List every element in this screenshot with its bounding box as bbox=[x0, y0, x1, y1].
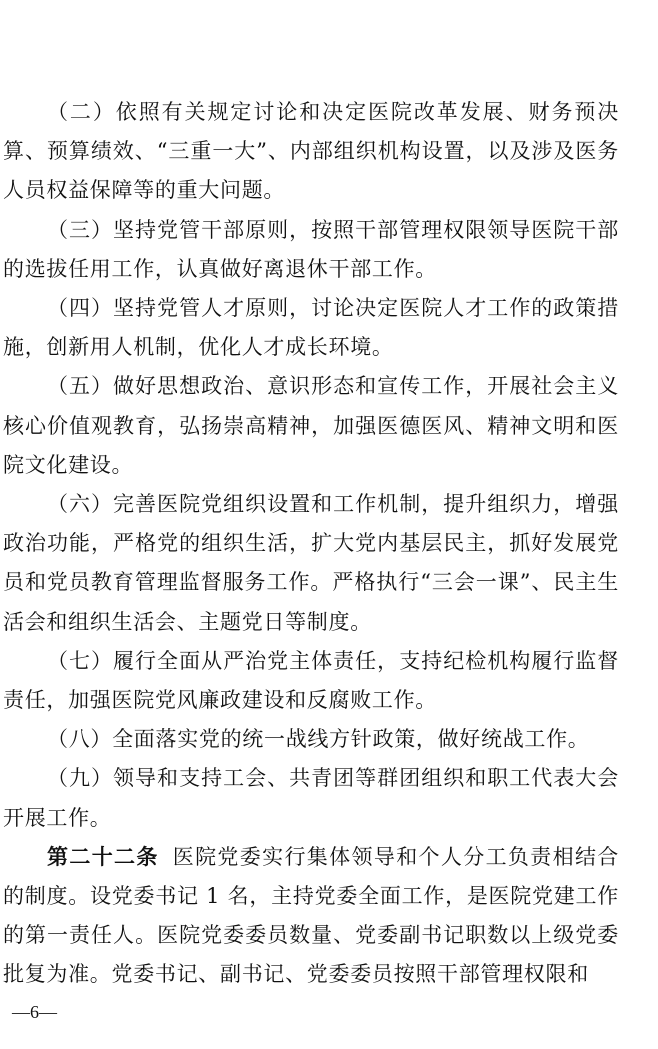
paragraph-item-2: （二）依照有关规定讨论和决定医院改革发展、财务预决算、预算绩效、“三重一大”、内部组织机构设置，以及涉及医务人员权益保障等的重大问题。 bbox=[3, 100, 619, 203]
article-text: 医院党委实行集体领导和个人分工负责相结合的制度。设党委书记 1 名，主持党委全面工作，是医院党建工作的第一责任人。医院党委委员数量、党委副书记职数以上级党委批复为准。党委书记、副书记、党委委员按照干部管理权限和 bbox=[3, 844, 620, 987]
paragraph-item-6: （六）完善医院党组织设置和工作机制，提升组织力，增强政治功能，严格党的组织生活，扩大党内基层民主，抓好发展党员和党员教育管理监督服务工作。严格执行“三会一课”、民主生活会和组织生活会、主题党日等制度。 bbox=[3, 492, 619, 634]
article-heading: 第二十二条 bbox=[47, 844, 159, 869]
article-22-paragraph bbox=[3, 838, 619, 995]
paragraph-item-3: （三）坚持党管干部原则，按照干部管理权限领导医院干部的选拔任用工作，认真做好离退休干部工作。 bbox=[3, 217, 619, 281]
paragraph-item-5: （五）做好思想政治、意识形态和宣传工作，开展社会主义核心价值观教育，弘扬崇高精神，加强医德医风、精神文明和医院文化建设。 bbox=[3, 374, 619, 477]
paragraph-item-4: （四）坚持党管人才原则，讨论决定医院人才工作的政策措施，创新用人机制，优化人才成长环境。 bbox=[3, 296, 619, 360]
page-number: —6— bbox=[12, 1002, 57, 1022]
document-body bbox=[3, 93, 619, 995]
paragraph-item-7: （七）履行全面从严治党主体责任，支持纪检机构履行监督责任，加强医院党风廉政建设和反腐败工作。 bbox=[3, 648, 619, 713]
paragraph-item-9: （九）领导和支持工会、共青团等群团组织和职工代表大会开展工作。 bbox=[3, 766, 619, 830]
paragraph-item-8: （八）全面落实党的统一战线方针政策，做好统战工作。 bbox=[47, 727, 590, 752]
